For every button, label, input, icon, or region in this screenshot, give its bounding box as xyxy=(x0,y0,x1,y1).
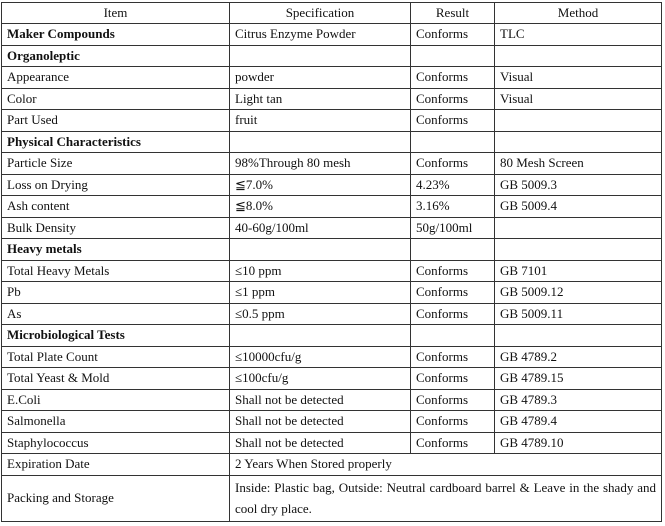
item-cell: Salmonella xyxy=(2,411,230,433)
specification-cell: ≦7.0% xyxy=(230,174,411,196)
result-cell: Conforms xyxy=(411,260,495,282)
table-row xyxy=(2,67,662,89)
method-cell xyxy=(495,110,662,132)
table-row xyxy=(2,303,662,325)
result-cell: Conforms xyxy=(411,432,495,454)
table-row xyxy=(2,110,662,132)
section-title: Organoleptic xyxy=(2,45,230,67)
method-cell: Visual xyxy=(495,88,662,110)
method-cell: GB 4789.2 xyxy=(495,346,662,368)
item-cell: Pb xyxy=(2,282,230,304)
table-row xyxy=(2,389,662,411)
result-cell: Conforms xyxy=(411,389,495,411)
table-row xyxy=(2,174,662,196)
specification-cell: Citrus Enzyme Powder xyxy=(230,24,411,46)
specification-cell: Inside: Plastic bag, Outside: Neutral cardboard barrel & Leave in the shady and cool dry place. xyxy=(230,475,662,521)
specification-cell: ≤100cfu/g xyxy=(230,368,411,390)
specification-cell: ≤10000cfu/g xyxy=(230,346,411,368)
item-cell: As xyxy=(2,303,230,325)
empty-cell xyxy=(411,45,495,67)
item-cell: Total Heavy Metals xyxy=(2,260,230,282)
result-cell: 3.16% xyxy=(411,196,495,218)
specification-cell: ≤0.5 ppm xyxy=(230,303,411,325)
empty-cell xyxy=(230,131,411,153)
empty-cell xyxy=(230,239,411,261)
empty-cell xyxy=(411,131,495,153)
table-row xyxy=(2,368,662,390)
method-cell: GB 4789.10 xyxy=(495,432,662,454)
table-body xyxy=(2,24,662,522)
result-cell: Conforms xyxy=(411,88,495,110)
method-cell: GB 4789.15 xyxy=(495,368,662,390)
empty-cell xyxy=(230,325,411,347)
header-result: Result xyxy=(411,3,495,24)
specification-cell: ≤10 ppm xyxy=(230,260,411,282)
empty-cell xyxy=(411,325,495,347)
specification-cell: Shall not be detected xyxy=(230,432,411,454)
table-row xyxy=(2,432,662,454)
item-cell: Packing and Storage xyxy=(2,475,230,521)
item-cell: Staphylococcus xyxy=(2,432,230,454)
table-row xyxy=(2,475,662,521)
item-cell: Loss on Drying xyxy=(2,174,230,196)
table-row xyxy=(2,196,662,218)
method-cell: GB 5009.3 xyxy=(495,174,662,196)
table-row xyxy=(2,454,662,476)
section-row xyxy=(2,325,662,347)
item-cell: Ash content xyxy=(2,196,230,218)
specification-cell: Shall not be detected xyxy=(230,411,411,433)
specification-cell: Shall not be detected xyxy=(230,389,411,411)
item-cell: E.Coli xyxy=(2,389,230,411)
specification-cell: ≤1 ppm xyxy=(230,282,411,304)
specification-cell: Light tan xyxy=(230,88,411,110)
header-row xyxy=(2,3,662,24)
item-cell: Part Used xyxy=(2,110,230,132)
table-row xyxy=(2,260,662,282)
empty-cell xyxy=(230,45,411,67)
result-cell: Conforms xyxy=(411,153,495,175)
item-cell: Total Plate Count xyxy=(2,346,230,368)
empty-cell xyxy=(411,239,495,261)
method-cell: GB 5009.4 xyxy=(495,196,662,218)
section-row xyxy=(2,131,662,153)
method-cell: TLC xyxy=(495,24,662,46)
result-cell: Conforms xyxy=(411,67,495,89)
result-cell: Conforms xyxy=(411,368,495,390)
item-cell: Particle Size xyxy=(2,153,230,175)
result-cell: Conforms xyxy=(411,24,495,46)
item-cell: Bulk Density xyxy=(2,217,230,239)
result-cell: Conforms xyxy=(411,346,495,368)
section-title: Heavy metals xyxy=(2,239,230,261)
empty-cell xyxy=(495,325,662,347)
result-cell: 50g/100ml xyxy=(411,217,495,239)
item-cell: Appearance xyxy=(2,67,230,89)
specification-table xyxy=(1,2,662,522)
section-title: Microbiological Tests xyxy=(2,325,230,347)
method-cell xyxy=(495,217,662,239)
method-cell: GB 5009.11 xyxy=(495,303,662,325)
table-row xyxy=(2,153,662,175)
specification-cell: 2 Years When Stored properly xyxy=(230,454,662,476)
result-cell: Conforms xyxy=(411,303,495,325)
method-cell: Visual xyxy=(495,67,662,89)
table-row xyxy=(2,217,662,239)
method-cell: GB 5009.12 xyxy=(495,282,662,304)
result-cell: Conforms xyxy=(411,411,495,433)
empty-cell xyxy=(495,45,662,67)
section-title: Physical Characteristics xyxy=(2,131,230,153)
method-cell: GB 4789.4 xyxy=(495,411,662,433)
empty-cell xyxy=(495,131,662,153)
specification-cell: 40-60g/100ml xyxy=(230,217,411,239)
table-row xyxy=(2,346,662,368)
item-cell: Color xyxy=(2,88,230,110)
table-row xyxy=(2,88,662,110)
method-cell: 80 Mesh Screen xyxy=(495,153,662,175)
specification-cell: fruit xyxy=(230,110,411,132)
header-method: Method xyxy=(495,3,662,24)
method-cell: GB 4789.3 xyxy=(495,389,662,411)
result-cell: Conforms xyxy=(411,282,495,304)
section-row xyxy=(2,239,662,261)
header-specification: Specification xyxy=(230,3,411,24)
method-cell: GB 7101 xyxy=(495,260,662,282)
table-row xyxy=(2,411,662,433)
specification-cell: ≦8.0% xyxy=(230,196,411,218)
empty-cell xyxy=(495,239,662,261)
specification-cell: powder xyxy=(230,67,411,89)
header-item: Item xyxy=(2,3,230,24)
section-row xyxy=(2,45,662,67)
table-row xyxy=(2,282,662,304)
specification-cell: 98%Through 80 mesh xyxy=(230,153,411,175)
item-cell: Maker Compounds xyxy=(2,24,230,46)
result-cell: Conforms xyxy=(411,110,495,132)
result-cell: 4.23% xyxy=(411,174,495,196)
table-row xyxy=(2,24,662,46)
item-cell: Total Yeast & Mold xyxy=(2,368,230,390)
item-cell: Expiration Date xyxy=(2,454,230,476)
